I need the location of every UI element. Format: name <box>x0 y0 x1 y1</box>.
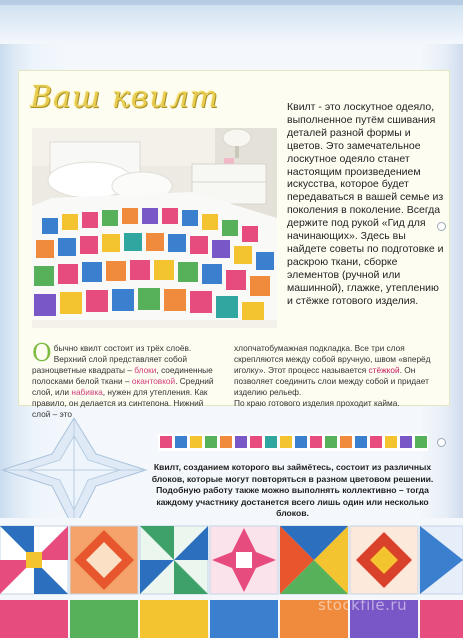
body-column-2: хлопчатобумажная подкладка. Все три слоя скрепляются между собой вручную, швом «вперёд иголку». Этот процесс называется стёжкой. Он позволяет соединить слои между собой и придает изделию рельеф. По краю готового изделия проходит кайма. <box>234 343 431 408</box>
term-nabivka: набивка <box>71 387 103 397</box>
term-stezhka: стёжкой <box>368 365 400 375</box>
bed-quilt-photo <box>32 128 277 328</box>
quilt-star-decoration <box>0 416 148 531</box>
body-column-1: Обычно квилт состоит из трёх слоёв. Верхний слой представляет собой разноцветные квадраты – блоки, соединенные полосками белой ткани – окантовкой. Средний слой, или набивка, нужен для утепления. Как правило, он делается из синтепона. Нижний слой – это <box>32 339 214 419</box>
watermark: stockfile.ru <box>318 596 408 614</box>
intro-paragraph: Квилт - это лоскутное одеяло, выполненное путём сшивания деталей разной формы и цветов. Это замечательное лоскутное одеяло станет настоящим произведением искусства, которое будет передаваться в вашей семье из поколения в поколение. Всегда держите под рукой «Гид для начинающих». Здесь вы найдете советы по подготовке и раскрою ткани, сборке элементов (ручной или машинной), глажке, утеплению и стёжке готового изделия. <box>287 101 444 307</box>
page-title: Ваш квилт <box>30 80 220 115</box>
term-okantovka: окантовкой <box>131 376 176 386</box>
drop-cap: О <box>32 339 52 367</box>
mini-blocks-strip <box>158 434 428 451</box>
page-top-band <box>0 0 463 44</box>
binder-hole <box>437 438 446 447</box>
quilt-blocks-row <box>0 518 463 638</box>
binder-hole <box>437 222 446 231</box>
term-blocks: блоки <box>134 365 157 375</box>
quilt-caption: Квилт, созданием которого вы займётесь, состоит из различных блоков, которые могут повторяться в разном цветовом решении. Подобную работу также можно выполнять коллективно – тогда каждому участнику достанется всего лишь один или несколько блоков. <box>151 462 434 519</box>
body-text-columns <box>32 339 442 419</box>
